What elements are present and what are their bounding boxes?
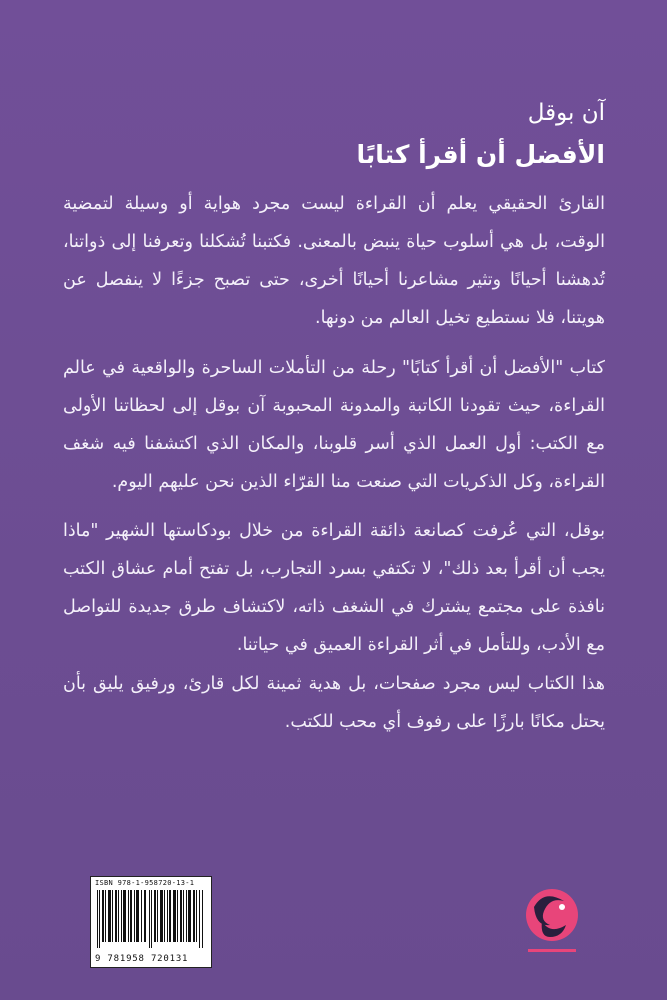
author-name: آن بوقل — [527, 100, 605, 126]
publisher-logo-icon — [512, 877, 584, 961]
isbn-label: ISBN 978-1-958720-13-1 — [95, 879, 195, 887]
blurb-paragraph-3: بوقل، التي عُرفت كصانعة ذائقة القراءة من خلال بودكاستها الشهير "ماذا يجب أن أقرأ بعد ذلك"، لا تكتفي بسرد التجارب، بل تفتح أمام عشاق الكتب نافذة على مجتمع يشترك في الشغف ذاته، لاكتشاف طرق جديدة للتواصل مع الأدب، وللتأمل في أثر القراءة العميق في حياتنا. — [63, 521, 605, 655]
barcode-bars — [97, 890, 205, 948]
isbn-digits: 9 781958 720131 — [95, 954, 189, 964]
blurb-paragraph-2: كتاب "الأفضل أن أقرأ كتابًا" رحلة من التأملات الساحرة والواقعية في عالم القراءة، حيث تقودنا الكاتبة والمدونة المحبوبة آن بوقل إلى لحظاتنا الأولى مع الكتب: أول العمل الذي أسر قلوبنا، والمكان الذي اكتشفنا فيه شغف القراءة، وكل الذكريات التي صنعت منا القرّاء الذين نحن عليهم اليوم. — [63, 358, 605, 492]
isbn-barcode — [90, 876, 212, 968]
book-title: الأفضل أن أقرأ كتابًا — [356, 140, 605, 169]
blurb-paragraph-4: هذا الكتاب ليس مجرد صفحات، بل هدية ثمينة لكل قارئ، ورفيق يليق بأن يحتل مكانًا بارزًا على رفوف أي محب للكتب. — [63, 674, 605, 732]
blurb-paragraph-1: القارئ الحقيقي يعلم أن القراءة ليست مجرد هواية أو وسيلة لتمضية الوقت، بل هي أسلوب حياة ينبض بالمعنى. فكتبنا تُشكلنا وتعرفنا إلى ذواتنا، تُدهشنا أحيانًا وتثير مشاعرنا أحيانًا أخرى، حتى تصبح جزءًا لا ينفصل عن هويتنا، فلا نستطيع تخيل العالم من دونها. — [63, 194, 605, 328]
